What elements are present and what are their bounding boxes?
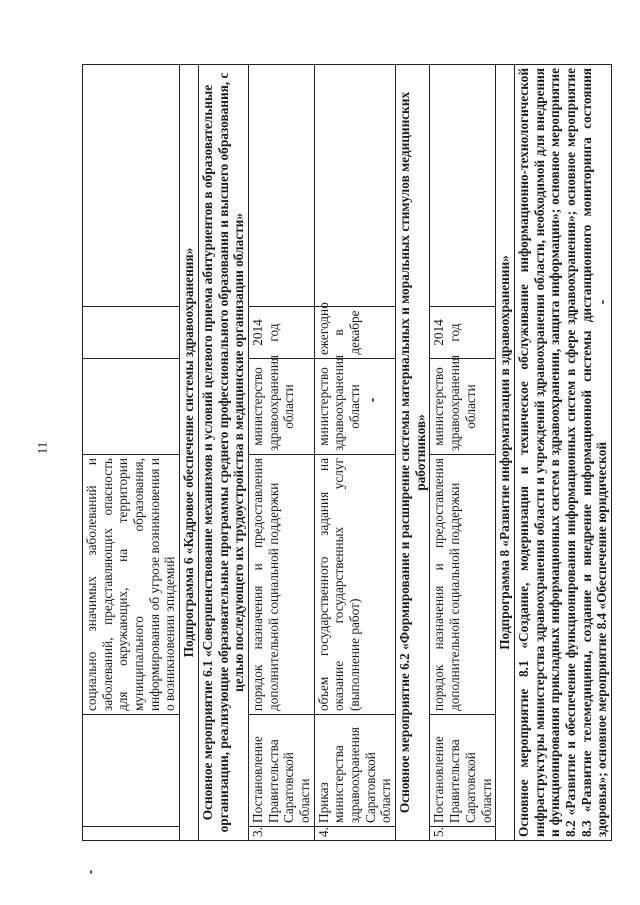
measure-6-2-title: Основное мероприятие 6.2 «Формирование и расширение системы материальных и моральных стимулов медицинских работников» <box>396 65 430 841</box>
table-row <box>514 65 611 841</box>
document-type: Постановление Правительства Саратовской области <box>248 715 314 827</box>
measure-6-1-title: Основное мероприятие 6.1 «Совершенствование механизмов и условий целевого приема абитуриентов в образовательные организации, реализующие образовательные программы среднего профессионального образования и высшего образования, с целью последующего их трудоустройства в медицинские организации области» <box>198 65 248 841</box>
deadline: 2014 год <box>248 307 314 359</box>
responsible-executor: министерство здравоохранения области <box>430 359 496 455</box>
table-row <box>430 65 496 841</box>
document-subject: порядок назначения и предоставления дополнительной социальной поддержки <box>248 455 314 715</box>
measures-table <box>82 64 612 841</box>
document-subject: объем государственного задания на оказание государственных услуг (выполнение работ) <box>314 455 395 715</box>
document-type: Постановление Правительства Саратовской области <box>430 715 496 827</box>
table-cell <box>83 65 180 307</box>
table-row <box>180 65 199 841</box>
table-row <box>314 65 395 841</box>
table-row <box>83 65 180 841</box>
rotated-table-container <box>82 64 610 841</box>
row-number: 5. <box>430 827 496 841</box>
document-subject: порядок назначения и предоставления дополнительной социальной поддержки <box>430 455 496 715</box>
table-row <box>198 65 248 841</box>
subprogram-8-title: Подпрограмма 8 «Развитие информатизации в здравоохранении» <box>496 65 515 841</box>
row-number: 3. <box>248 827 314 841</box>
table-cell <box>83 715 180 827</box>
table-cell <box>430 65 496 307</box>
scan-speck <box>372 398 374 402</box>
table-cell <box>314 65 395 307</box>
scan-speck <box>602 300 604 304</box>
table-cell <box>83 827 180 841</box>
responsible-executor: министерство здравоохранения области <box>314 359 395 455</box>
responsible-executor: министерство здравоохранения области <box>248 359 314 455</box>
subprogram-6-title: Подпрограмма 6 «Кадровое обеспечение системы здравоохранения» <box>180 65 199 841</box>
deadline: ежегодно в декабре <box>314 307 395 359</box>
table-row <box>496 65 515 841</box>
table-cell-description: социально значимых заболеваний и заболеваний, представляющих опасность для окружающих, на территории муниципального образования, информирования об угрозе возникновения и о возникновении эпидемий <box>83 455 180 715</box>
scan-speck <box>90 870 92 874</box>
deadline: 2014 год <box>430 307 496 359</box>
table-cell <box>248 65 314 307</box>
table-row <box>248 65 314 841</box>
table-cell <box>83 359 180 455</box>
page-number: 11 <box>34 441 50 455</box>
subprogram-8-measures: Основное мероприятие 8.1 «Создание, модернизация и техническое обслуживание информационно-технологической инфраструктуры министерства здравоохранения области и учреждений здравоохранения области, необходимой для внедрения и функционирования прикладных информационных систем в здравоохранении, защита информации»; основное мероприятие 8.2 «Развитие и обеспечение функционирования информационных систем в сфере здравоохранения»; основное мероприятие 8.3 «Развитие телемедицины, создание и внедрение информационной системы дистанционного мониторинга состояния здоровья»; основное мероприятие 8.4 «Обеспечение юридической <box>514 65 611 841</box>
document-type: Приказ министерства здравоохранения Саратовской области <box>314 715 395 827</box>
table-row <box>396 65 430 841</box>
table-cell <box>83 307 180 359</box>
row-number: 4. <box>314 827 395 841</box>
